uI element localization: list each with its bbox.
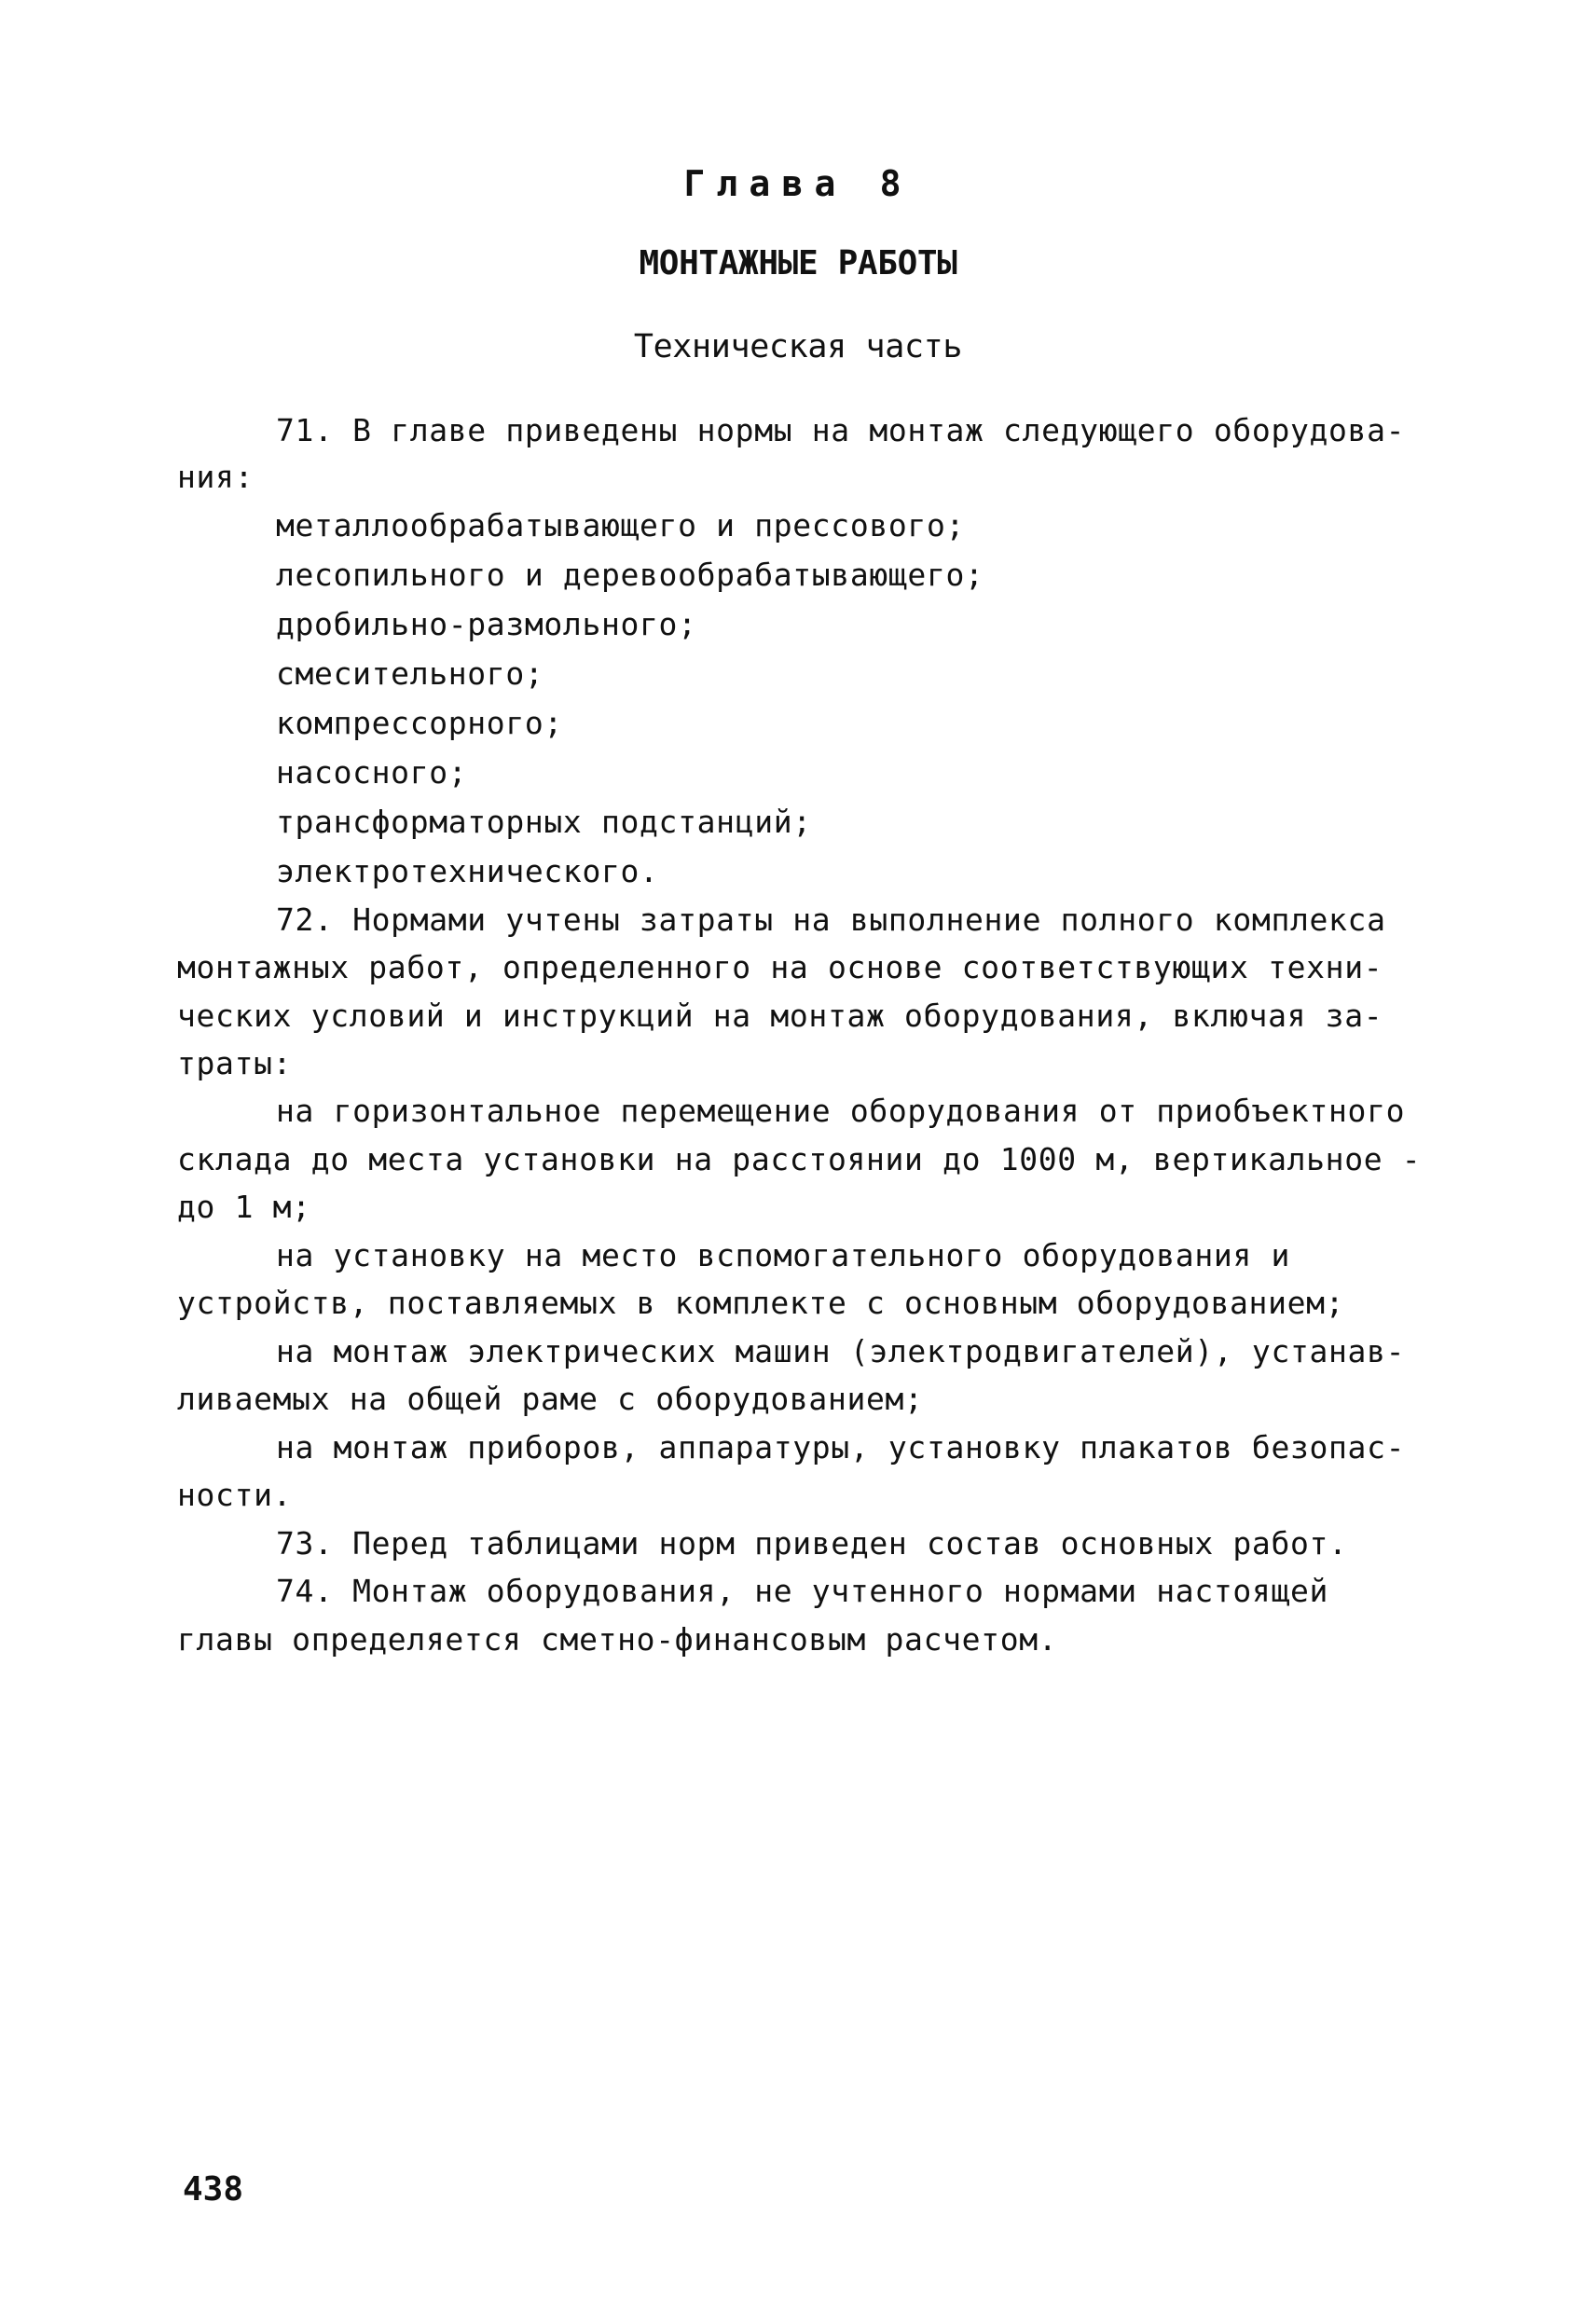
section-title: МОНТАЖНЫЕ РАБОТЫ [639,244,957,282]
subsection-title: Техническая часть [633,328,963,365]
paragraph-74-line-1: 74. Монтаж оборудования, не учтенного нормами настоящей [276,1573,1329,1609]
equipment-list-item: трансформаторных подстанций; [276,804,812,840]
cost-item-line: на монтаж приборов, аппаратуры, установку плакатов безопас- [276,1429,1406,1466]
chapter-heading: Глава 8 [683,163,913,204]
equipment-list-item: насосного; [276,754,468,791]
paragraph-74-line-2: главы определяется сметно-финансовым расчетом. [177,1621,1058,1658]
cost-item-line: склада до места установки на расстоянии до 1000 м, вертикальное - [177,1141,1422,1177]
equipment-list-item: металлообрабатывающего и прессового; [276,507,965,544]
cost-item-line: ливаемых на общей раме с оборудованием; [177,1381,924,1417]
equipment-list-item: электротехнического. [276,853,659,889]
page-number: 438 [183,2170,244,2209]
equipment-list-item: смесительного; [276,655,544,692]
equipment-list-item: дробильно-размольного; [276,606,697,642]
equipment-list-item: компрессорного; [276,705,563,741]
paragraph-72-line-1: 72. Нормами учтены затраты на выполнение полного комплекса [276,901,1386,938]
cost-item-line: на монтаж электрических машин (электродвигателей), устанав- [276,1333,1406,1369]
paragraph-72-line-2: монтажных работ, определенного на основе соответствующих техни- [177,949,1383,985]
paragraph-73: 73. Перед таблицами норм приведен состав основных работ. [276,1525,1348,1562]
paragraph-72-line-3: ческих условий и инструкций на монтаж оборудования, включая за- [177,998,1383,1034]
cost-item-line: ности. [177,1477,293,1513]
paragraph-72-line-4: траты: [177,1045,293,1081]
cost-item-line: на установку на место вспомогательного оборудования и [276,1237,1290,1273]
equipment-list-item: лесопильного и деревообрабатывающего; [276,557,984,593]
paragraph-71-line-1: 71. В главе приведены нормы на монтаж следующего оборудова- [276,412,1406,448]
cost-item-line: устройств, поставляемых в комплекте с основным оборудованием; [177,1285,1345,1321]
cost-item-line: на горизонтальное перемещение оборудования от приобъектного [276,1093,1406,1129]
paragraph-71-line-2: ния: [177,459,255,495]
cost-item-line: до 1 м; [177,1189,311,1225]
